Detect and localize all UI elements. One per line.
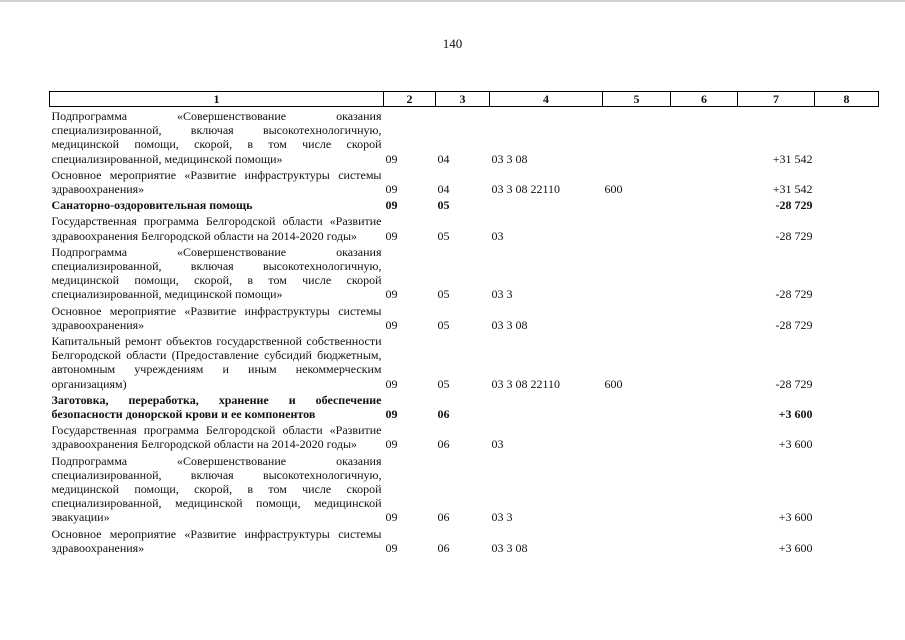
- row-column-6: [671, 212, 738, 242]
- table-row: [50, 212, 879, 242]
- row-expense-type-code: [603, 107, 671, 166]
- row-section-code: 09: [385, 198, 398, 213]
- row-expense-type-code: 600: [604, 376, 623, 391]
- column-header: 1: [50, 92, 384, 107]
- budget-table: [49, 91, 879, 555]
- row-section-code: 09: [385, 510, 398, 525]
- row-subsection-code: 05: [437, 317, 450, 332]
- row-amount: +3 600: [778, 407, 813, 422]
- row-column-8: [815, 391, 879, 421]
- row-amount: -28 729: [775, 376, 813, 391]
- header-row: [50, 92, 879, 107]
- row-expense-type-code: [603, 302, 671, 332]
- row-column-6: [671, 243, 738, 302]
- row-target-article-code: 03 3: [491, 510, 513, 525]
- row-amount: +3 600: [778, 437, 813, 452]
- column-header: 5: [603, 92, 671, 107]
- table-row: [50, 166, 879, 196]
- table-row: [50, 452, 879, 525]
- row-expense-type-code: 600: [604, 182, 623, 197]
- row-name: Заготовка, переработка, хранение и обеспечение безопасности донорской крови и ее компонентов: [51, 392, 382, 422]
- row-column-6: [671, 107, 738, 166]
- row-expense-type-code: [603, 391, 671, 421]
- row-target-article-code: 03 3 08: [491, 317, 528, 332]
- row-target-article-code: 03 3: [491, 287, 513, 302]
- column-header: 6: [671, 92, 738, 107]
- row-name: Санаторно-оздоровительная помощь: [51, 198, 253, 213]
- column-header: 8: [815, 92, 879, 107]
- row-subsection-code: 04: [437, 151, 450, 166]
- row-subsection-code: 05: [437, 287, 450, 302]
- row-section-code: 09: [385, 287, 398, 302]
- row-column-6: [671, 391, 738, 421]
- row-name: Основное мероприятие «Развитие инфраструктуры системы здравоохранения»: [51, 526, 382, 555]
- row-target-article-code: 03 3 08 22110: [491, 182, 561, 197]
- row-column-8: [815, 302, 879, 332]
- table-row: [50, 196, 879, 212]
- row-section-code: 09: [385, 540, 398, 555]
- column-header: 3: [436, 92, 490, 107]
- row-name: Основное мероприятие «Развитие инфраструктуры системы здравоохранения»: [51, 167, 382, 197]
- table-row: [50, 243, 879, 302]
- row-column-8: [815, 107, 879, 166]
- row-amount: +31 542: [772, 182, 813, 197]
- row-subsection-code: 04: [437, 182, 450, 197]
- row-target-article-code: 03 3 08: [491, 151, 528, 166]
- row-column-6: [671, 302, 738, 332]
- row-column-8: [815, 452, 879, 525]
- row-amount: +3 600: [778, 540, 813, 555]
- row-expense-type-code: [603, 212, 671, 242]
- row-target-article-code: 03 3 08: [491, 540, 528, 555]
- table-body: [50, 107, 879, 556]
- row-expense-type-code: [603, 421, 671, 451]
- row-amount: +31 542: [772, 151, 813, 166]
- row-column-8: [815, 332, 879, 391]
- top-rule: [0, 0, 905, 2]
- table-row: [50, 332, 879, 391]
- row-section-code: 09: [385, 437, 398, 452]
- column-header: 2: [384, 92, 436, 107]
- row-subsection-code: 05: [437, 198, 450, 213]
- row-column-8: [815, 196, 879, 212]
- row-column-8: [815, 421, 879, 451]
- row-name: Подпрограмма «Совершенствование оказания специализированной, включая высокотехнологичную, медицинской помощи, скорой, в том числе скорой специализированной, медицинской помощи»: [51, 109, 382, 166]
- row-subsection-code: 06: [437, 510, 450, 525]
- row-section-code: 09: [385, 317, 398, 332]
- row-section-code: 09: [385, 407, 398, 422]
- row-section-code: 09: [385, 151, 398, 166]
- table-row: [50, 421, 879, 451]
- row-column-8: [815, 525, 879, 555]
- row-subsection-code: 05: [437, 376, 450, 391]
- row-target-article-code: 03 3 08 22110: [491, 376, 561, 391]
- row-column-8: [815, 212, 879, 242]
- row-name: Капитальный ремонт объектов государственной собственности Белгородской области (Предоставление субсидий бюджетным, автономным учреждениям и иным некоммерческим организациям): [51, 334, 382, 391]
- row-column-6: [671, 196, 738, 212]
- row-target-article-code: 03: [491, 437, 504, 452]
- row-section-code: 09: [385, 376, 398, 391]
- page-number: 140: [442, 36, 463, 51]
- row-column-6: [671, 166, 738, 196]
- table-row: [50, 391, 879, 421]
- row-name: Государственная программа Белгородской области «Развитие здравоохранения Белгородской области на 2014-2020 годы»: [51, 214, 382, 243]
- row-amount: -28 729: [775, 198, 813, 213]
- row-expense-type-code: [603, 525, 671, 555]
- table-row: [50, 107, 879, 166]
- row-column-6: [671, 452, 738, 525]
- column-header: 7: [738, 92, 815, 107]
- table-row: [50, 302, 879, 332]
- row-expense-type-code: [603, 196, 671, 212]
- row-name: Государственная программа Белгородской области «Развитие здравоохранения Белгородской области на 2014-2020 годы»: [51, 423, 382, 452]
- row-name: Подпрограмма «Совершенствование оказания специализированной, включая высокотехнологичную, медицинской помощи, скорой, в том числе скорой специализированной, медицинской помощи, медицинской эвакуации»: [51, 453, 382, 525]
- row-name: Подпрограмма «Совершенствование оказания специализированной, включая высокотехнологичную, медицинской помощи, скорой, в том числе скорой специализированной, медицинской помощи»: [51, 244, 382, 302]
- table-row: [50, 525, 879, 555]
- row-section-code: 09: [385, 182, 398, 197]
- row-expense-type-code: [603, 243, 671, 302]
- row-target-article-code: [490, 391, 603, 421]
- row-name: Основное мероприятие «Развитие инфраструктуры системы здравоохранения»: [51, 303, 382, 332]
- row-target-article-code: 03: [491, 228, 504, 243]
- row-column-8: [815, 166, 879, 196]
- row-column-6: [671, 421, 738, 451]
- column-header: 4: [490, 92, 603, 107]
- row-expense-type-code: [603, 452, 671, 525]
- row-subsection-code: 05: [437, 228, 450, 243]
- row-subsection-code: 06: [437, 407, 450, 422]
- row-column-6: [671, 332, 738, 391]
- row-amount: -28 729: [775, 228, 813, 243]
- row-amount: -28 729: [775, 317, 813, 332]
- row-amount: -28 729: [775, 287, 813, 302]
- row-column-8: [815, 243, 879, 302]
- row-amount: +3 600: [778, 510, 813, 525]
- row-column-6: [671, 525, 738, 555]
- row-subsection-code: 06: [437, 437, 450, 452]
- row-target-article-code: [490, 196, 603, 212]
- row-section-code: 09: [385, 228, 398, 243]
- row-subsection-code: 06: [437, 540, 450, 555]
